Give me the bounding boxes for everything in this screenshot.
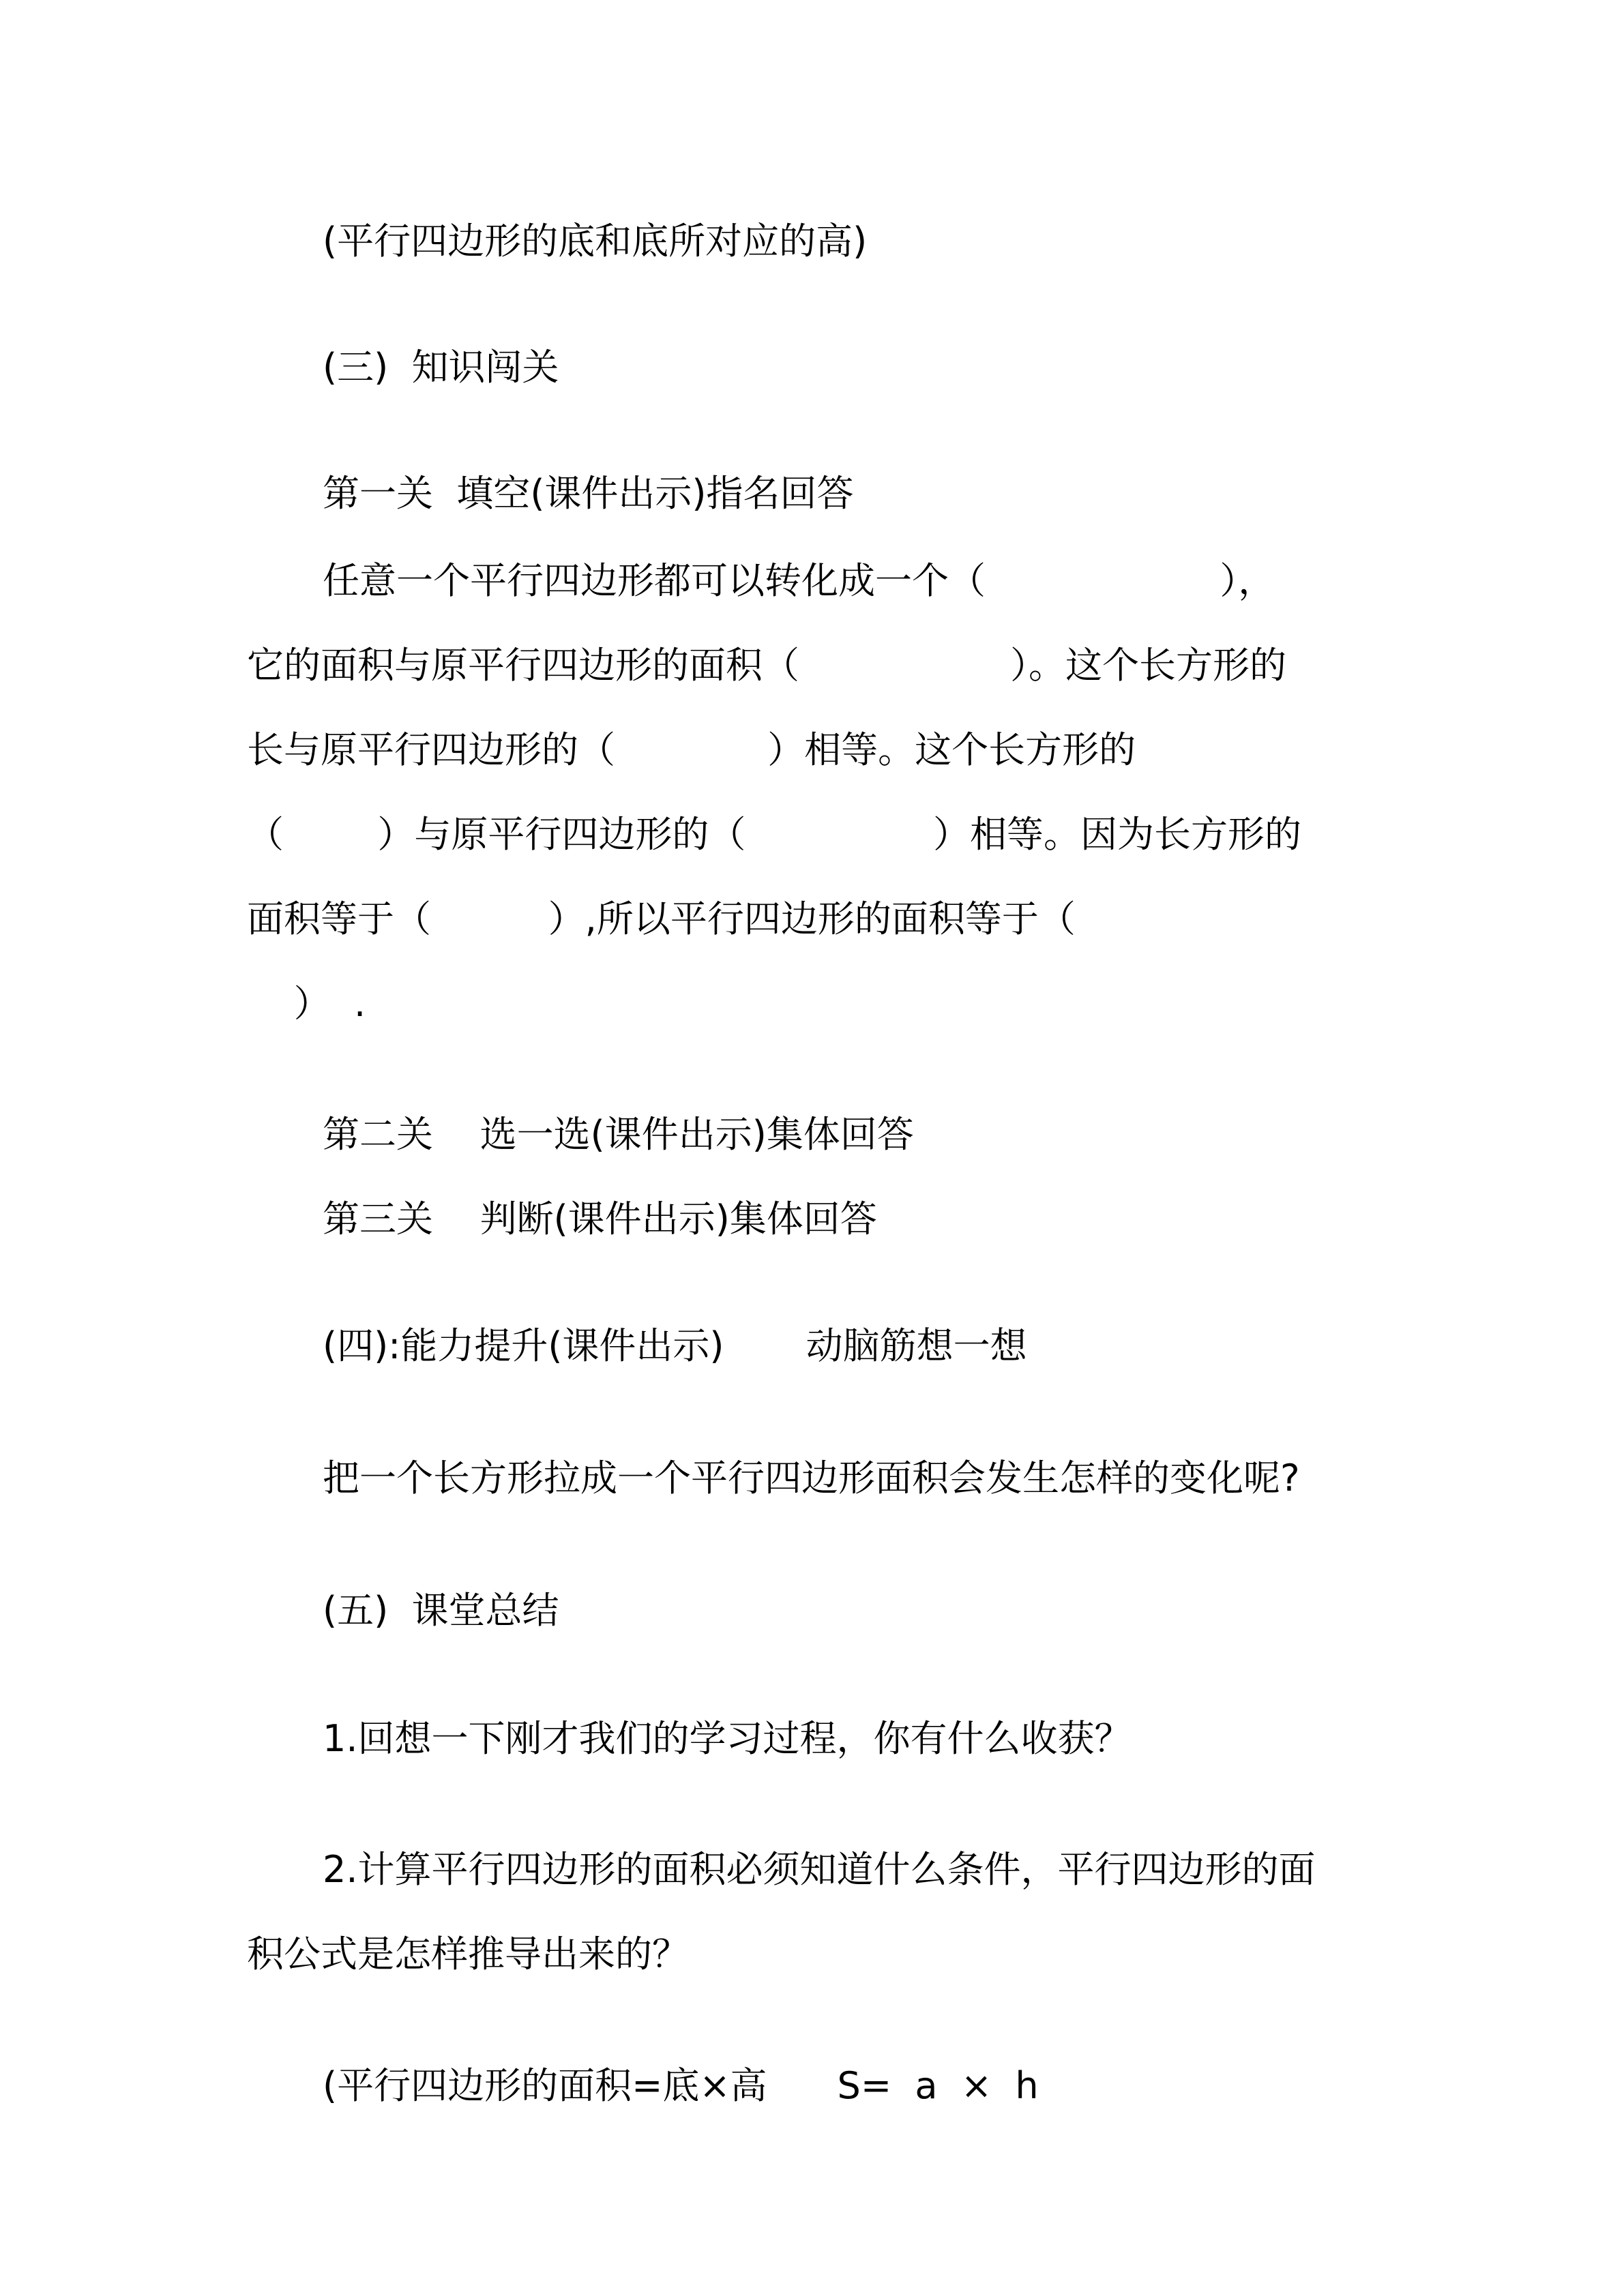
level-2-heading: 第二关 选一选(课件出示)集体回答 [323,1113,914,1156]
level-3-heading: 第三关 判断(课件出示)集体回答 [323,1197,877,1240]
summary-item-2-continued: 积公式是怎样推导出来的？ [247,1933,689,1976]
paragraph-line-3: 它的面积与原平行四边形的面积（ ）。这个长方形的 [247,644,1286,687]
paragraph-line-6: 面积等于（ ）,所以平行四边形的面积等于（ [247,897,1076,940]
section-heading-5: (五) 课堂总结 [323,1589,559,1632]
summary-item-1: 1.回想一下刚才我们的学习过程，你有什么收获？ [323,1717,1132,1760]
summary-item-2: 2.计算平行四边形的面积必须知道什么条件，平行四边形的面 [323,1848,1316,1891]
paragraph-line-5: （ ）与原平行四边形的（ ）相等。因为长方形的 [247,813,1301,856]
level-1-heading: 第一关 填空(课件出示)指名回答 [323,472,854,515]
paragraph-line-4: 长与原平行四边形的（ ）相等。这个长方形的 [247,728,1136,771]
section-heading-4: (四):能力提升(课件出示) 动脑筋想一想 [323,1324,1027,1367]
paragraph-line-1: (平行四边形的底和底所对应的高) [323,220,868,263]
paragraph-line-7: ） . [247,982,366,1025]
paragraph-line-8: 把一个长方形拉成一个平行四边形面积会发生怎样的变化呢? [323,1457,1300,1500]
area-formula: (平行四边形的面积=底×高 S= a × h [323,2064,1039,2107]
section-heading-3: (三) 知识闯关 [323,346,559,389]
paragraph-line-2: 任意一个平行四边形都可以转化成一个（ ）， [323,559,1275,602]
